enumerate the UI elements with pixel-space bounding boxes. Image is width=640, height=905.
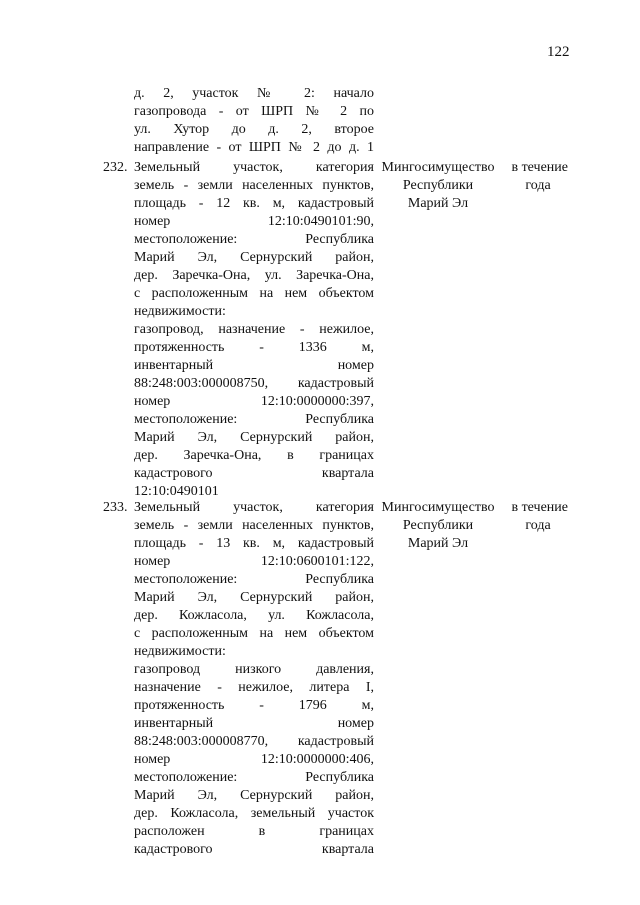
description-line: ул. Хутор до д. 2, второе: [134, 122, 374, 137]
description-line: расположен в границах: [134, 824, 374, 839]
page-number: 122: [547, 44, 570, 60]
description-line: дер. Кожласола, земельный участок: [134, 806, 374, 821]
description-line: местоположение: Республика: [134, 412, 374, 427]
description-line: кадастрового квартала: [134, 466, 374, 481]
description-line: инвентарный номер: [134, 358, 374, 373]
organization-line: Марий Эл: [407, 536, 469, 551]
description-line: 88:248:003:000008770, кадастровый: [134, 734, 374, 749]
description-line: земель - земли населенных пунктов,: [134, 178, 374, 193]
description-line: Марий Эл, Сернурский район,: [134, 430, 374, 445]
description-line: д. 2, участок № 2: начало: [134, 86, 374, 101]
description-line: Марий Эл, Сернурский район,: [134, 788, 374, 803]
organization-line: Республики: [402, 518, 474, 533]
description-line: с расположенным на нем объектом: [134, 286, 374, 301]
description-line: номер 12:10:0000000:397,: [134, 394, 374, 409]
description-line: недвижимости:: [134, 644, 226, 659]
description-line: дер. Заречка-Она, ул. Заречка-Она,: [134, 268, 374, 283]
description-line: местоположение: Республика: [134, 572, 374, 587]
description-line: газопровода - от ШРП № 2 по: [134, 104, 374, 119]
organization-line: Республики: [402, 178, 474, 193]
description-line: назначение - нежилое, литера I,: [134, 680, 374, 695]
description-line: земель - земли населенных пунктов,: [134, 518, 374, 533]
description-line: номер 12:10:0490101:90,: [134, 214, 374, 229]
description-line: направление - от ШРП № 2 до д. 1: [134, 140, 374, 155]
description-line: 12:10:0490101: [134, 484, 219, 499]
row-description: [134, 85, 374, 157]
description-line: местоположение: Республика: [134, 770, 374, 785]
description-line: протяженность - 1336 м,: [134, 340, 374, 355]
description-line: кадастрового квартала: [134, 842, 374, 857]
description-line: дер. Кожласола, ул. Кожласола,: [134, 608, 374, 623]
description-line: местоположение: Республика: [134, 232, 374, 247]
row-number: 233.: [103, 500, 128, 515]
description-line: инвентарный номер: [134, 716, 374, 731]
organization-line: Мингосимущество: [381, 160, 495, 175]
description-line: площадь - 13 кв. м, кадастровый: [134, 536, 374, 551]
description-line: номер 12:10:0600101:122,: [134, 554, 374, 569]
description-line: Земельный участок, категория: [134, 500, 374, 515]
description-line: протяженность - 1796 м,: [134, 698, 374, 713]
description-line: номер 12:10:0000000:406,: [134, 752, 374, 767]
row-description: [134, 499, 374, 859]
row-number: 232.: [103, 160, 128, 175]
description-line: с расположенным на нем объектом: [134, 626, 374, 641]
term-line: в течение: [511, 160, 568, 175]
description-line: недвижимости:: [134, 304, 226, 319]
term: [502, 159, 568, 195]
responsible-organization: [375, 499, 501, 553]
organization-line: Мингосимущество: [381, 500, 495, 515]
description-line: площадь - 12 кв. м, кадастровый: [134, 196, 374, 211]
description-line: Марий Эл, Сернурский район,: [134, 590, 374, 605]
description-line: Земельный участок, категория: [134, 160, 374, 175]
term-line: года: [525, 178, 551, 193]
description-line: Марий Эл, Сернурский район,: [134, 250, 374, 265]
responsible-organization: [375, 159, 501, 213]
term: [502, 499, 568, 535]
description-line: газопровод низкого давления,: [134, 662, 374, 677]
organization-line: Марий Эл: [407, 196, 469, 211]
term-line: в течение: [511, 500, 568, 515]
description-line: газопровод, назначение - нежилое,: [134, 322, 374, 337]
description-line: 88:248:003:000008750, кадастровый: [134, 376, 374, 391]
description-line: дер. Заречка-Она, в границах: [134, 448, 374, 463]
term-line: года: [525, 518, 551, 533]
row-description: [134, 159, 374, 501]
